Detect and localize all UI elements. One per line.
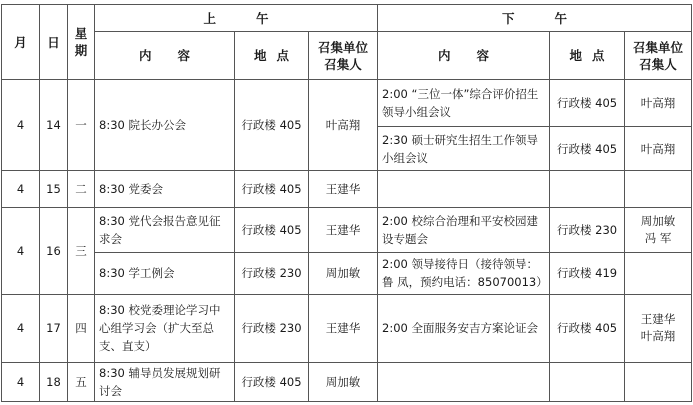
pm-convener-cell: 王建华 叶高翔 xyxy=(625,294,692,362)
table-row xyxy=(2,252,692,294)
am-content-cell: 8:30 校党委理论学习中心组学习会（扩大至总支、直支） xyxy=(95,294,235,362)
am-content-cell: 8:30 党代会报告意见征求会 xyxy=(95,208,235,252)
weekday-header: 星 期 xyxy=(68,5,95,80)
pm-content-cell: 2:00 校综合治理和平安校园建设专题会 xyxy=(378,208,550,252)
pm-convener-header: 召集单位 召集人 xyxy=(625,32,692,80)
pm-location-cell xyxy=(550,362,625,401)
pm-content-cell: 2:30 硕士研究生招生工作领导小组会议 xyxy=(378,127,550,171)
pm-location-cell: 行政楼 405 xyxy=(550,80,625,127)
am-location-cell: 行政楼 405 xyxy=(235,208,309,252)
am-convener-cell: 王建华 xyxy=(309,171,378,208)
am-convener-header: 召集单位 召集人 xyxy=(309,32,378,80)
pm-location-cell: 行政楼 405 xyxy=(550,294,625,362)
am-location-cell: 行政楼 405 xyxy=(235,80,309,171)
weekday-cell: 五 xyxy=(68,362,95,401)
am-convener-cell: 王建华 xyxy=(309,208,378,252)
am-location-header: 地点 xyxy=(235,32,309,80)
day-cell: 14 xyxy=(40,80,68,171)
schedule-table xyxy=(1,4,692,402)
morning-header: 上午 xyxy=(95,5,378,32)
pm-location-cell: 行政楼 419 xyxy=(550,252,625,294)
header-row-2 xyxy=(2,32,692,80)
am-content-header: 内容 xyxy=(95,32,235,80)
pm-convener-cell xyxy=(625,252,692,294)
pm-convener-cell: 叶高翔 xyxy=(625,127,692,171)
pm-location-header: 地点 xyxy=(550,32,625,80)
day-header: 日 xyxy=(40,5,68,80)
table-row xyxy=(2,294,692,362)
weekday-cell: 一 xyxy=(68,80,95,171)
weekday-cell: 三 xyxy=(68,208,95,294)
table-row xyxy=(2,80,692,127)
pm-content-cell: 2:00 全面服务安吉方案论证会 xyxy=(378,294,550,362)
month-cell: 4 xyxy=(2,362,40,401)
month-cell: 4 xyxy=(2,294,40,362)
month-cell: 4 xyxy=(2,80,40,171)
pm-convener-cell xyxy=(625,171,692,208)
weekday-cell: 四 xyxy=(68,294,95,362)
pm-content-cell xyxy=(378,171,550,208)
pm-location-cell: 行政楼 405 xyxy=(550,127,625,171)
table-row xyxy=(2,362,692,401)
afternoon-header: 下午 xyxy=(378,5,692,32)
day-cell: 18 xyxy=(40,362,68,401)
am-convener-cell: 叶高翔 xyxy=(309,80,378,171)
month-cell: 4 xyxy=(2,171,40,208)
day-cell: 16 xyxy=(40,208,68,294)
am-content-cell: 8:30 院长办公会 xyxy=(95,80,235,171)
am-content-cell: 8:30 学工例会 xyxy=(95,252,235,294)
am-location-cell: 行政楼 405 xyxy=(235,171,309,208)
pm-convener-cell: 叶高翔 xyxy=(625,80,692,127)
month-header: 月 xyxy=(2,5,40,80)
am-content-cell: 8:30 党委会 xyxy=(95,171,235,208)
pm-location-cell xyxy=(550,171,625,208)
day-cell: 17 xyxy=(40,294,68,362)
day-cell: 15 xyxy=(40,171,68,208)
table-row xyxy=(2,171,692,208)
pm-content-cell: 2:00 领导接待日（接待领导：鲁 凤，预约电话：85070013） xyxy=(378,252,550,294)
pm-convener-cell: 周加敏 冯 军 xyxy=(625,208,692,252)
am-content-cell: 8:30 辅导员发展规划研讨会 xyxy=(95,362,235,401)
am-location-cell: 行政楼 405 xyxy=(235,362,309,401)
month-cell: 4 xyxy=(2,208,40,294)
pm-content-header: 内容 xyxy=(378,32,550,80)
header-row-1 xyxy=(2,5,692,32)
am-location-cell: 行政楼 230 xyxy=(235,294,309,362)
table-row xyxy=(2,208,692,252)
pm-content-cell: 2:00 “三位一体”综合评价招生领导小组会议 xyxy=(378,80,550,127)
am-convener-cell: 周加敏 xyxy=(309,252,378,294)
pm-convener-cell xyxy=(625,362,692,401)
pm-content-cell xyxy=(378,362,550,401)
am-convener-cell: 周加敏 xyxy=(309,362,378,401)
weekday-cell: 二 xyxy=(68,171,95,208)
am-location-cell: 行政楼 230 xyxy=(235,252,309,294)
am-convener-cell: 王建华 xyxy=(309,294,378,362)
pm-location-cell: 行政楼 230 xyxy=(550,208,625,252)
